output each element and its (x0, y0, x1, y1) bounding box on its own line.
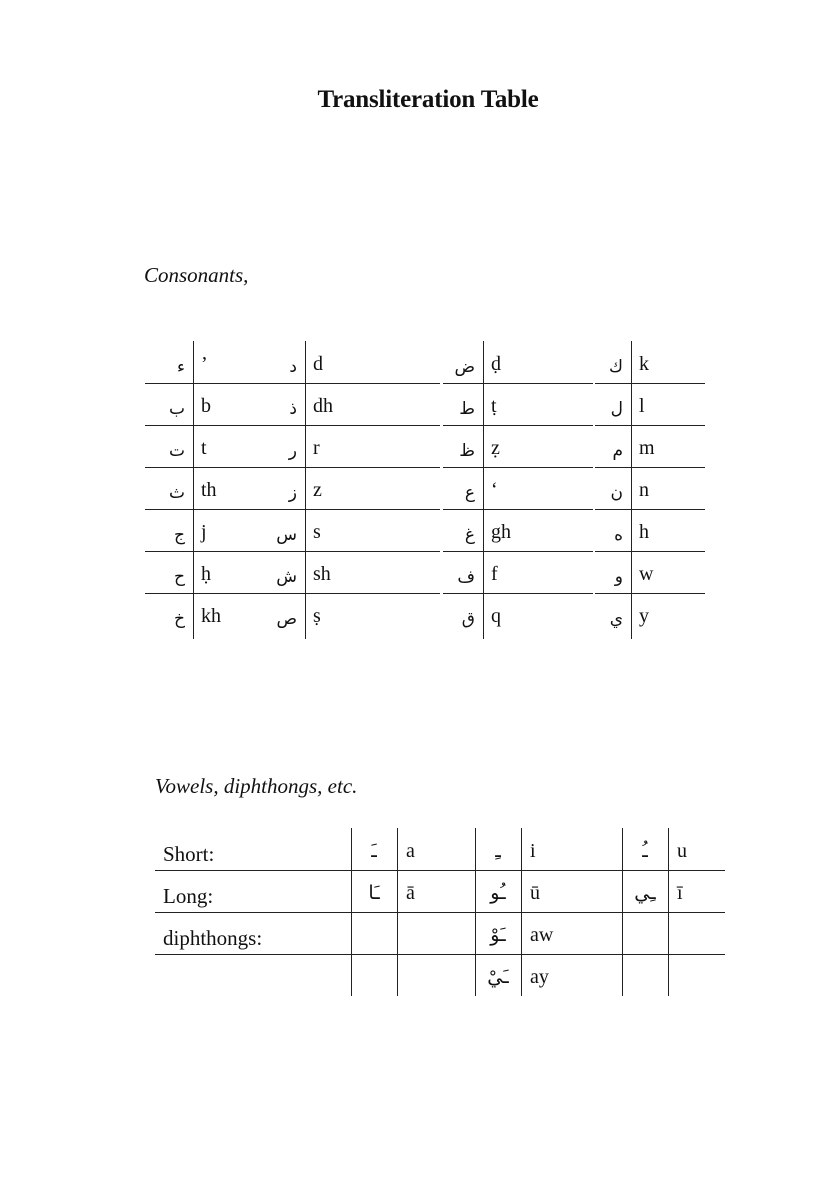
consonant-entry (443, 467, 593, 509)
arabic-letter: ص (276, 609, 297, 629)
vowel-transliteration: aw (530, 924, 554, 946)
transliteration: r (313, 437, 320, 459)
vowels-table (155, 828, 725, 996)
row-divider (155, 912, 725, 913)
vowel-row-label: diphthongs: (163, 926, 263, 950)
vowel-transliteration: i (530, 840, 536, 862)
consonant-entry (595, 509, 705, 551)
transliteration: dh (313, 395, 333, 417)
transliteration: ḥ (201, 563, 211, 585)
vowel-transliteration: ū (530, 882, 540, 904)
consonant-entry (443, 509, 593, 551)
transliteration: n (639, 479, 649, 501)
transliteration: th (201, 479, 217, 501)
vowel-arabic-sign: ـُ (642, 840, 648, 862)
consonant-entry (265, 425, 440, 467)
arabic-letter: م (612, 441, 623, 461)
consonant-entry (443, 425, 593, 467)
arabic-letter: ذ (289, 399, 297, 419)
consonant-entry (145, 509, 265, 551)
vowel-arabic-sign: ـِ (495, 840, 501, 862)
transliteration: s (313, 521, 321, 543)
arabic-letter: ب (168, 399, 185, 419)
transliteration: b (201, 395, 211, 417)
consonant-entry (265, 467, 440, 509)
arabic-letter: ر (288, 441, 297, 461)
consonant-entry (145, 383, 265, 425)
transliteration: ḍ (491, 353, 501, 375)
vowel-transliteration: ā (406, 882, 415, 904)
consonant-entry (265, 593, 440, 635)
transliteration: ’ (201, 353, 208, 375)
consonant-entry (443, 593, 593, 635)
consonant-entry (443, 551, 593, 593)
arabic-letter: ش (276, 567, 297, 587)
row-divider (155, 870, 725, 871)
vowel-row-label: Long: (163, 884, 214, 908)
arabic-letter: ظ (459, 441, 475, 461)
transliteration: gh (491, 521, 511, 543)
consonant-entry (595, 467, 705, 509)
arabic-letter: ك (608, 357, 623, 377)
transliteration: kh (201, 605, 221, 627)
arabic-letter: ت (168, 441, 185, 461)
vowel-row-label: Short: (163, 842, 215, 866)
arabic-letter: ع (464, 483, 475, 503)
vowel-arabic-sign: ـَوْ (490, 924, 506, 946)
arabic-letter: ط (459, 399, 475, 419)
transliteration: ṭ (491, 395, 497, 417)
arabic-letter: ز (288, 483, 297, 503)
transliteration: l (639, 395, 645, 417)
transliteration: m (639, 437, 655, 459)
vowel-arabic-sign: ـِي (634, 882, 656, 904)
column-divider (521, 828, 522, 996)
arabic-letter: و (614, 567, 623, 587)
arabic-letter: ج (174, 525, 185, 545)
transliteration: ṣ (313, 605, 321, 627)
consonant-entry (443, 341, 593, 383)
column-divider (397, 828, 398, 996)
vowels-heading: Vowels, diphthongs, etc. (155, 774, 358, 798)
transliteration: ẓ (491, 437, 500, 459)
consonant-entry (265, 383, 440, 425)
arabic-letter: ق (461, 609, 475, 629)
vowel-transliteration: a (406, 840, 415, 862)
column-divider (668, 828, 669, 996)
transliteration: q (491, 605, 501, 627)
consonant-entry (595, 425, 705, 467)
consonants-heading: Consonants, (144, 263, 249, 287)
transliteration: ‘ (491, 479, 498, 501)
vowel-transliteration: u (677, 840, 687, 862)
consonant-entry (145, 425, 265, 467)
consonant-entry (265, 341, 440, 383)
transliteration: d (313, 353, 323, 375)
vowel-arabic-sign: ـَيْ (487, 966, 509, 988)
consonant-entry (595, 593, 705, 635)
arabic-letter: د (289, 357, 297, 377)
arabic-letter: خ (174, 609, 185, 629)
transliteration: y (639, 605, 649, 627)
arabic-letter: غ (464, 525, 475, 545)
vowel-transliteration: ī (677, 882, 683, 904)
vowel-arabic-sign: ـُو (490, 882, 506, 904)
vowel-arabic-sign: ـَ (371, 840, 377, 862)
arabic-letter: س (276, 525, 297, 545)
arabic-letter: ل (610, 399, 623, 419)
transliteration: h (639, 521, 649, 543)
consonant-entry (145, 593, 265, 635)
vowel-transliteration: ay (530, 966, 549, 988)
arabic-letter: ث (168, 483, 185, 503)
arabic-letter: ه (614, 525, 623, 545)
transliteration: z (313, 479, 322, 501)
row-divider (155, 954, 725, 955)
consonant-entry (265, 551, 440, 593)
transliteration: f (491, 563, 498, 585)
consonant-entry (595, 551, 705, 593)
consonant-entry (145, 551, 265, 593)
transliteration: k (639, 353, 649, 375)
arabic-letter: ض (454, 357, 475, 377)
vowel-arabic-sign: ـَا (368, 882, 380, 904)
arabic-letter: ي (609, 609, 623, 629)
transliteration: t (201, 437, 207, 459)
arabic-letter: ف (457, 567, 475, 587)
consonant-entry (145, 467, 265, 509)
consonant-entry (265, 509, 440, 551)
transliteration: j (201, 521, 207, 543)
consonant-entry (595, 383, 705, 425)
consonant-entry (443, 383, 593, 425)
arabic-letter: ن (610, 483, 623, 503)
transliteration: w (639, 563, 654, 585)
page-title: Transliteration Table (317, 86, 539, 113)
consonant-entry (145, 341, 265, 383)
transliteration: sh (313, 563, 331, 585)
arabic-letter: ء (177, 357, 185, 377)
consonants-table (145, 341, 705, 635)
arabic-letter: ح (174, 567, 185, 587)
consonant-entry (595, 341, 705, 383)
